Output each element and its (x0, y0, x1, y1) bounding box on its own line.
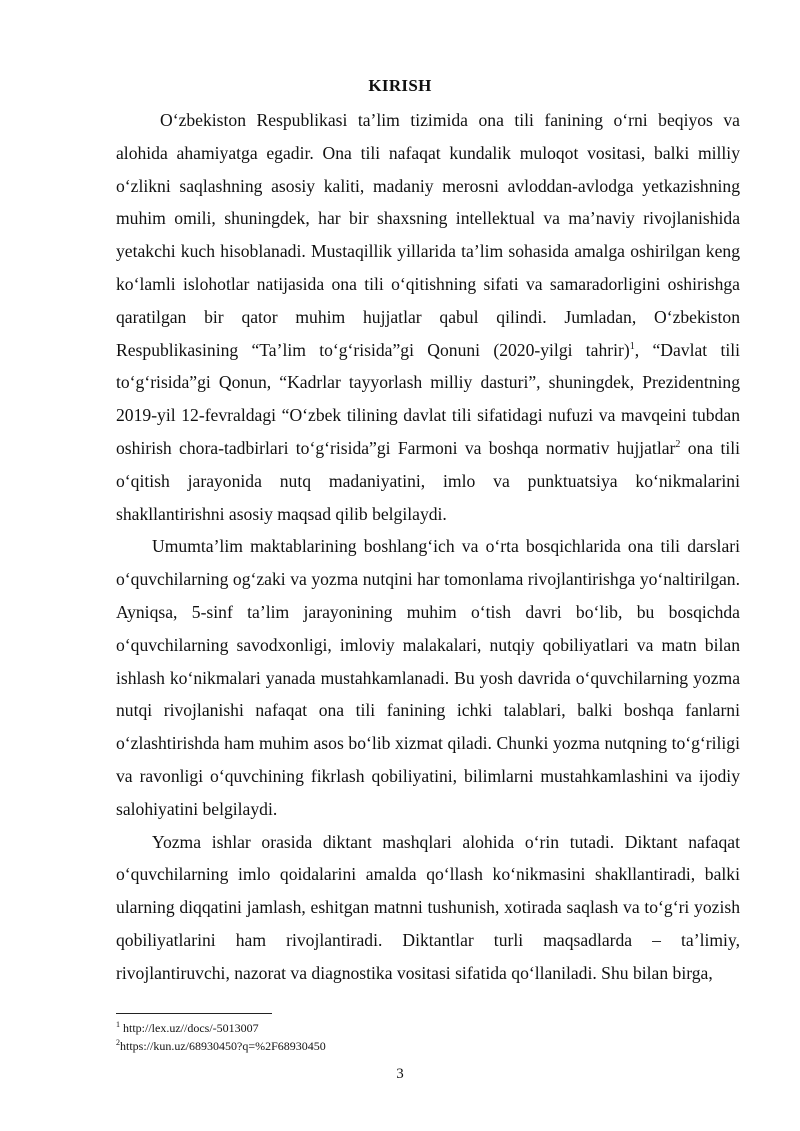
body-text (116, 104, 740, 990)
paragraph-1-part-1: O‘zbekiston Respublikasi ta’lim tizimida ona tili fanining o‘rni beqiyos va alohida ahamiyatga egadir. Ona tili nafaqat kundalik muloqot vositasi, balki milliy o‘zlikni saqlashning asosiy kaliti, madaniy merosni avloddan-avlodga yetkazishning muhim omili, shuningdek, har bir shaxsning intellektual va ma’naviy rivojlanishida yetakchi kuch hisoblanadi. Mustaqillik yillarida ta’lim sohasida amalga oshirilgan keng ko‘lamli islohotlar natijasida ona tili o‘qitishning sifati va samaradorligini oshirishga qaratilgan bir qator muhim hujjatlar qabul qilindi. Jumladan, O‘zbekiston Respublikasining “Ta’lim to‘g‘risida”gi Qonuni (2020-yilgi tahrir) (116, 110, 740, 360)
section-title: KIRISH (368, 76, 432, 95)
footnote-2-number: 2 (116, 1038, 120, 1047)
paragraph-1-part-2: , “Davlat tili to‘g‘risida”gi Qonun, “Kadrlar tayyorlash milliy dasturi”, shuningdek, Prezidentning 2019-yil 12-fevraldagi “O‘zbek tilining davlat tili sifatidagi nufuzi va mavqeini tubdan oshirish chora-tadbirlari to‘g‘risida”gi Farmoni va boshqa normativ hujjatlar (116, 339, 740, 458)
footnote-divider (116, 1013, 272, 1014)
footnote-ref-2: 2 (675, 439, 681, 451)
footnote-1 (116, 1019, 326, 1037)
footnotes (116, 1019, 326, 1055)
paragraph-1 (116, 104, 740, 530)
footnote-ref-1: 1 (629, 340, 635, 352)
footnote-1-link[interactable]: http://lex.uz//docs/-5013007 (120, 1021, 259, 1035)
footnote-2 (116, 1037, 326, 1055)
footnote-2-link[interactable]: https://kun.uz/68930450?q=%2F68930450 (120, 1039, 326, 1053)
footnote-1-number: 1 (116, 1020, 120, 1029)
page-number: 3 (396, 1066, 404, 1082)
paragraph-2: Umumta’lim maktablarining boshlang‘ich va o‘rta bosqichlarida ona tili darslari o‘quvchilarning og‘zaki va yozma nutqini har tomonlama rivojlantirishga yo‘naltirilgan. Ayniqsa, 5-sinf ta’lim jarayonining muhim o‘tish davri bo‘lib, bu bosqichda o‘quvchilarning savodxonligi, imloviy malakalari, nutqiy qobiliyatlari va matn bilan ishlash ko‘nikmalari yanada mustahkamlanadi. Bu yosh davrida o‘quvchilarning yozma nutqi rivojlanishi nafaqat ona tili fanining ichki talablari, balki boshqa fanlarni o‘zlashtirishda ham muhim asos bo‘lib xizmat qiladi. Chunki yozma nutqning to‘g‘riligi va ravonligi o‘quvchining fikrlash qobiliyatini, bilimlarni mustahkamlashini va ijodiy salohiyatini belgilaydi. (116, 536, 740, 819)
paragraph-3: Yozma ishlar orasida diktant mashqlari alohida o‘rin tutadi. Diktant nafaqat o‘quvchilarning imlo qoidalarini amalda qo‘llash ko‘nikmasini shakllantiradi, balki ularning diqqatini jamlash, eshitgan matnni tushunish, xotirada saqlash va to‘g‘ri yozish qobiliyatlarini ham rivojlantiradi. Diktantlar turli maqsadlarda – ta’limiy, rivojlantiruvchi, nazorat va diagnostika vositasi sifatida qo‘llaniladi. Shu bilan birga, (116, 831, 740, 983)
paragraph-1-part-3: ona tili o‘qitish jarayonida nutq madaniyatini, imlo va punktuatsiya ko‘nikmalarini shakllantirishni asosiy maqsad qilib belgilaydi. (116, 437, 740, 524)
